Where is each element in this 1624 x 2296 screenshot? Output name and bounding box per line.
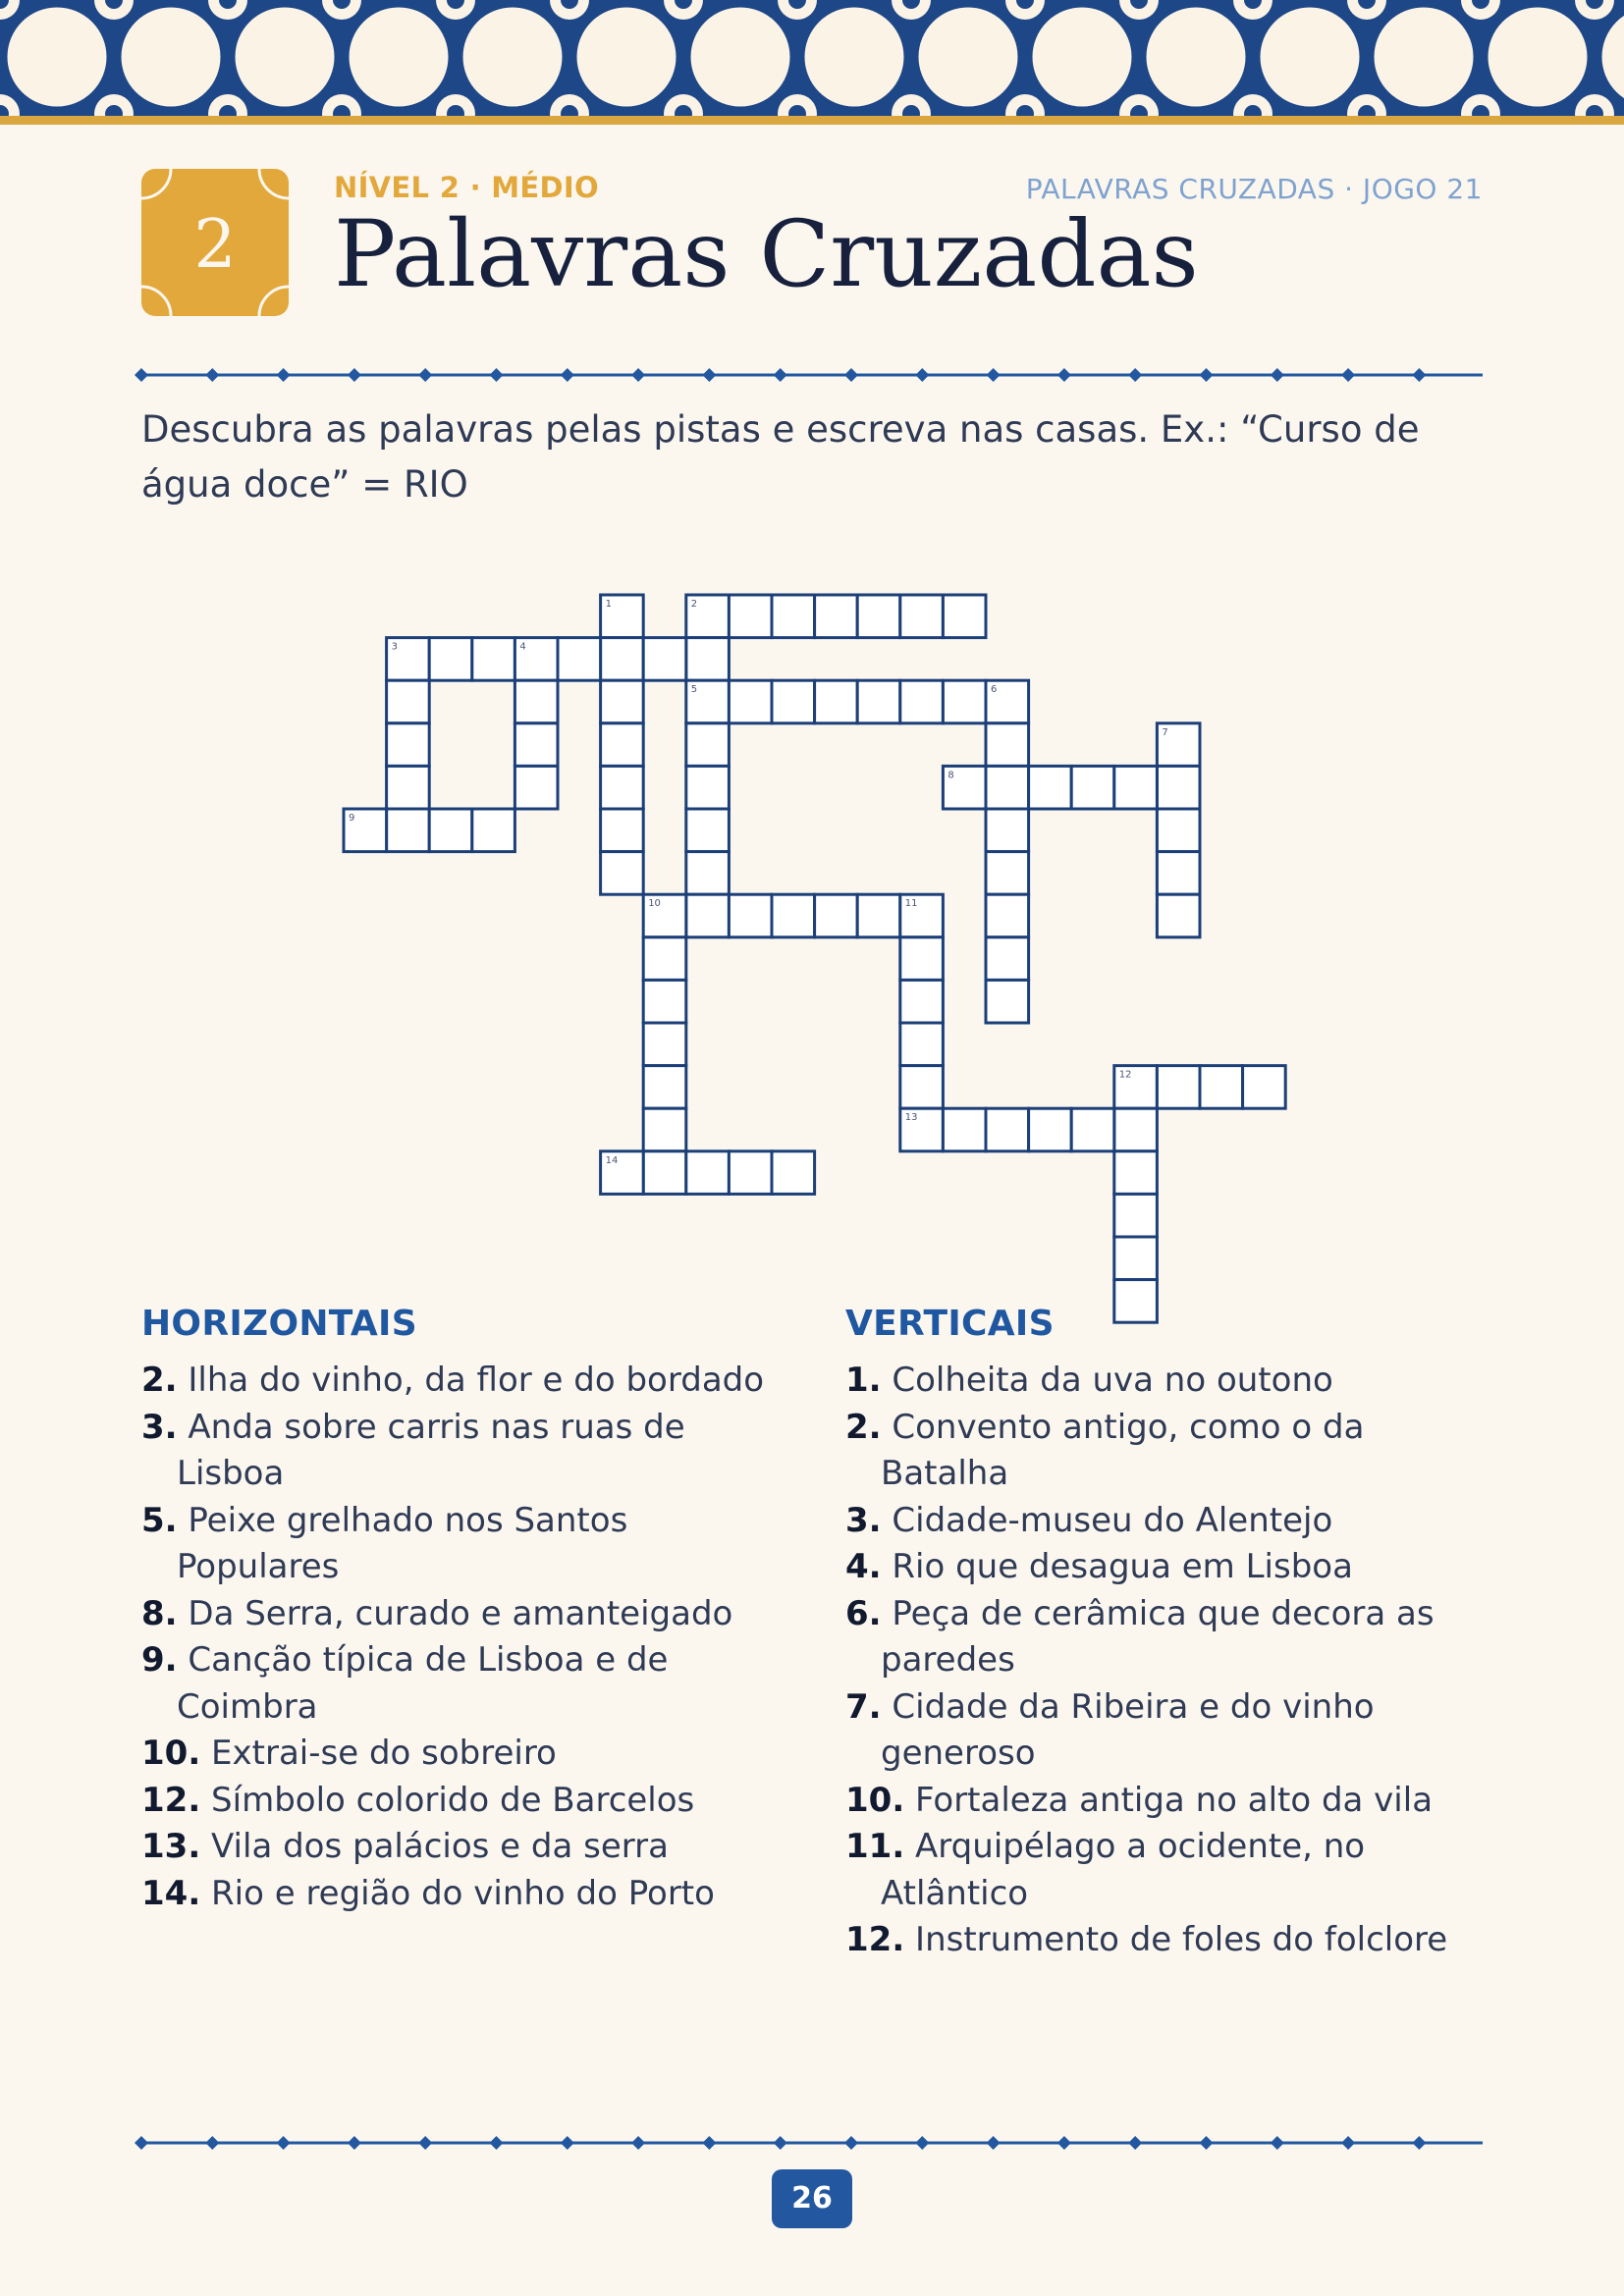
- clue-number: 5: [690, 684, 698, 696]
- clue-num: 11.: [845, 1827, 905, 1866]
- across-clue: [141, 1358, 780, 1405]
- clue-text: Cidade-museu do Alentejo: [881, 1500, 1333, 1540]
- clue-num: 2.: [141, 1361, 178, 1400]
- crossword-cell[interactable]: [772, 680, 815, 723]
- down-clue: [845, 1358, 1484, 1405]
- crossword-cell[interactable]: [429, 809, 472, 852]
- crossword-cell[interactable]: [1114, 1151, 1158, 1195]
- crossword-cell[interactable]: [643, 1108, 686, 1151]
- crossword-cell[interactable]: [387, 680, 430, 723]
- divider-diamond: [844, 368, 858, 382]
- crossword-cell[interactable]: [900, 1023, 944, 1066]
- across-clue: [141, 1637, 780, 1731]
- page-number: 26: [772, 2169, 852, 2228]
- crossword-cell[interactable]: [900, 680, 944, 723]
- clue-num: 1.: [845, 1361, 882, 1400]
- bottom-divider: [134, 2133, 1490, 2153]
- clue-text: Anda sobre carris nas ruas de Lisboa: [177, 1407, 685, 1493]
- crossword-cell[interactable]: [729, 1151, 772, 1195]
- series-label: PALAVRAS CRUZADAS · JOGO 21: [1025, 173, 1483, 205]
- divider-diamond: [348, 368, 361, 382]
- crossword-cell[interactable]: [643, 894, 686, 937]
- crossword-cell[interactable]: [900, 1066, 944, 1109]
- divider-diamond: [702, 368, 716, 382]
- crossword-cell[interactable]: [986, 980, 1029, 1023]
- divider-diamond: [561, 2136, 574, 2150]
- clue-text: Peixe grelhado nos Santos Populares: [177, 1500, 628, 1586]
- crossword-cell[interactable]: [943, 766, 986, 809]
- clue-text: Extrai-se do sobreiro: [200, 1734, 557, 1773]
- clue-text: Convento antigo, como o da Batalha: [881, 1407, 1365, 1493]
- clue-num: 2.: [845, 1407, 882, 1447]
- divider-diamond: [702, 2136, 716, 2150]
- crossword-cell[interactable]: [900, 595, 944, 638]
- crossword-cell[interactable]: [601, 766, 644, 809]
- clue-number: 7: [1162, 726, 1168, 738]
- crossword-cell[interactable]: [815, 595, 858, 638]
- crossword-cell[interactable]: [387, 766, 430, 809]
- crossword-cell[interactable]: [1114, 1237, 1158, 1280]
- crossword-cell[interactable]: [815, 894, 858, 937]
- level-label: NÍVEL 2 · MÉDIO: [334, 171, 599, 204]
- crossword-cell[interactable]: [601, 595, 644, 638]
- divider-diamond: [205, 2136, 219, 2150]
- divider-diamond: [1271, 368, 1284, 382]
- crossword-cell[interactable]: [729, 894, 772, 937]
- crossword-cell[interactable]: [1157, 766, 1200, 809]
- down-clue: [845, 1917, 1484, 1964]
- divider-diamond: [205, 368, 219, 382]
- crossword-cell[interactable]: [686, 894, 730, 937]
- divider-diamond: [135, 368, 148, 382]
- across-heading: HORIZONTAIS: [141, 1304, 417, 1344]
- clue-text: Ilha do vinho, da flor e do bordado: [177, 1361, 765, 1400]
- divider-diamond: [631, 368, 645, 382]
- crossword-cell[interactable]: [729, 595, 772, 638]
- divider-diamond: [1341, 368, 1355, 382]
- across-clue: [141, 1871, 780, 1918]
- crossword-cell[interactable]: [686, 766, 730, 809]
- clue-text: Arquipélago a ocidente, no Atlântico: [881, 1827, 1366, 1913]
- divider-diamond: [631, 2136, 645, 2150]
- top-divider: [134, 365, 1490, 385]
- crossword-cell[interactable]: [472, 638, 515, 681]
- divider-diamond: [490, 368, 504, 382]
- clue-text: Cidade da Ribeira e do vinho generoso: [881, 1686, 1375, 1773]
- clue-num: 7.: [845, 1686, 882, 1727]
- divider-diamond: [1200, 2136, 1214, 2150]
- divider-diamond: [1412, 368, 1426, 382]
- crossword-cell[interactable]: [815, 680, 858, 723]
- crossword-cell[interactable]: [986, 894, 1029, 937]
- clue-num: 3.: [845, 1500, 882, 1540]
- down-clue: [845, 1591, 1484, 1684]
- across-clue: [141, 1731, 780, 1778]
- divider-diamond: [1128, 368, 1142, 382]
- divider-diamond: [987, 2136, 1001, 2150]
- crossword-cell[interactable]: [643, 638, 686, 681]
- clue-number: 2: [690, 599, 698, 610]
- clue-number: 13: [904, 1112, 918, 1124]
- crossword-cell[interactable]: [514, 638, 558, 681]
- clue-number: 14: [605, 1154, 619, 1166]
- divider-diamond: [561, 368, 574, 382]
- clue-text: Rio que desagua em Lisboa: [881, 1547, 1353, 1586]
- crossword-cell[interactable]: [1157, 852, 1200, 895]
- page-title: Palavras Cruzadas: [334, 201, 1199, 308]
- clue-text: Da Serra, curado e amanteigado: [177, 1593, 733, 1633]
- crossword-cell[interactable]: [1243, 1066, 1286, 1109]
- divider-diamond: [915, 368, 929, 382]
- crossword-cell[interactable]: [1157, 809, 1200, 852]
- crossword-cell[interactable]: [986, 766, 1029, 809]
- crossword-cell[interactable]: [729, 680, 772, 723]
- down-clue: [845, 1405, 1484, 1498]
- divider-diamond: [1271, 2136, 1284, 2150]
- clue-text: Instrumento de foles do folclore: [904, 1920, 1448, 1959]
- crossword-cell[interactable]: [601, 723, 644, 767]
- clue-text: Vila dos palácios e da serra: [200, 1827, 669, 1866]
- clue-num: 6.: [845, 1593, 882, 1633]
- down-clue: [845, 1544, 1484, 1591]
- crossword-cell[interactable]: [558, 638, 601, 681]
- divider-diamond: [1341, 2136, 1355, 2150]
- crossword-cell[interactable]: [1029, 1108, 1072, 1151]
- crossword-cell[interactable]: [1071, 1108, 1114, 1151]
- clue-number: 11: [904, 898, 918, 910]
- crossword-cell[interactable]: [943, 1108, 986, 1151]
- crossword-cell[interactable]: [643, 1151, 686, 1195]
- clue-num: 10.: [141, 1734, 201, 1773]
- divider-diamond: [915, 2136, 929, 2150]
- clue-number: 1: [605, 599, 612, 610]
- crossword-cell[interactable]: [772, 595, 815, 638]
- clue-text: Símbolo colorido de Barcelos: [200, 1780, 695, 1820]
- crossword-cell[interactable]: [686, 809, 730, 852]
- clue-num: 12.: [845, 1920, 905, 1959]
- divider-diamond: [1057, 2136, 1071, 2150]
- clue-text: Colheita da uva no outono: [881, 1361, 1333, 1400]
- crossword-cell[interactable]: [772, 1151, 815, 1195]
- crossword-cell[interactable]: [1114, 766, 1158, 809]
- divider-diamond: [277, 2136, 291, 2150]
- crossword-cell[interactable]: [643, 1066, 686, 1109]
- crossword-cell[interactable]: [686, 723, 730, 767]
- crossword-cell[interactable]: [986, 1108, 1029, 1151]
- crossword-cell[interactable]: [900, 937, 944, 981]
- down-heading: VERTICAIS: [845, 1304, 1055, 1344]
- crossword-cell[interactable]: [387, 638, 430, 681]
- down-clue: [845, 1684, 1484, 1778]
- clue-number: 9: [349, 813, 355, 824]
- clue-text: Fortaleza antiga no alto da vila: [904, 1780, 1434, 1820]
- clue-number: 10: [648, 898, 661, 910]
- down-clue: [845, 1824, 1484, 1917]
- crossword-cell[interactable]: [514, 723, 558, 767]
- crossword-cell[interactable]: [1114, 1066, 1158, 1109]
- across-clue: [141, 1591, 780, 1638]
- instructions: Descubra as palavras pelas pistas e escreva nas casas. Ex.: “Curso de água doce” = RIO: [141, 408, 1420, 506]
- level-badge: [141, 169, 289, 316]
- divider-diamond: [348, 2136, 361, 2150]
- crossword-cell[interactable]: [1157, 1066, 1200, 1109]
- clue-number: 12: [1118, 1069, 1132, 1081]
- across-clue: [141, 1778, 780, 1825]
- crossword-cell[interactable]: [686, 680, 730, 723]
- divider-diamond: [277, 368, 291, 382]
- crossword-cell[interactable]: [986, 937, 1029, 981]
- divider-diamond: [774, 368, 787, 382]
- clue-text: Peça de cerâmica que decora as paredes: [881, 1593, 1435, 1680]
- divider-diamond: [987, 368, 1001, 382]
- clue-num: 14.: [141, 1873, 201, 1913]
- crossword-cell[interactable]: [344, 809, 387, 852]
- crossword-cell[interactable]: [643, 937, 686, 981]
- crossword-cell[interactable]: [986, 852, 1029, 895]
- crossword-cell[interactable]: [643, 1023, 686, 1066]
- crossword-cell[interactable]: [900, 1108, 944, 1151]
- crossword-cell[interactable]: [387, 723, 430, 767]
- down-clues: [845, 1304, 1484, 1964]
- across-clues: [141, 1304, 780, 1917]
- crossword-cell[interactable]: [943, 680, 986, 723]
- clue-number: 6: [991, 684, 998, 696]
- crossword-cell[interactable]: [857, 595, 900, 638]
- clue-number: 8: [947, 770, 954, 781]
- crossword-cell[interactable]: [772, 894, 815, 937]
- crossword-cell[interactable]: [686, 638, 730, 681]
- clue-num: 10.: [845, 1780, 905, 1820]
- level-number: 2: [193, 206, 237, 284]
- crossword-cell[interactable]: [1071, 766, 1114, 809]
- across-clue: [141, 1405, 780, 1498]
- clue-text: Rio e região do vinho do Porto: [200, 1873, 715, 1913]
- crossword-cell[interactable]: [1200, 1066, 1243, 1109]
- clue-num: 13.: [141, 1827, 201, 1866]
- down-clue: [845, 1498, 1484, 1545]
- azulejo-tile-border: [0, 0, 1624, 128]
- clue-number: 4: [519, 641, 526, 653]
- clue-num: 9.: [141, 1640, 178, 1680]
- divider-diamond: [1412, 2136, 1426, 2150]
- crossword-cell[interactable]: [686, 852, 730, 895]
- crossword-cell[interactable]: [1157, 723, 1200, 767]
- crossword-cell[interactable]: [986, 809, 1029, 852]
- crossword-cell[interactable]: [986, 680, 1029, 723]
- crossword-cell[interactable]: [1029, 766, 1072, 809]
- crossword-cell[interactable]: [514, 766, 558, 809]
- crossword-cell[interactable]: [601, 809, 644, 852]
- crossword-cell[interactable]: [601, 852, 644, 895]
- crossword-cell[interactable]: [514, 680, 558, 723]
- crossword-cell[interactable]: [472, 809, 515, 852]
- divider-diamond: [490, 2136, 504, 2150]
- divider-diamond: [844, 2136, 858, 2150]
- clue-num: 8.: [141, 1593, 178, 1633]
- crossword-cell[interactable]: [686, 595, 730, 638]
- crossword-cell[interactable]: [1114, 1108, 1158, 1151]
- clue-num: 12.: [141, 1780, 201, 1820]
- crossword-cell[interactable]: [686, 1151, 730, 1195]
- crossword-cell[interactable]: [601, 680, 644, 723]
- divider-diamond: [418, 368, 432, 382]
- divider-diamond: [1128, 2136, 1142, 2150]
- crossword-cell[interactable]: [943, 595, 986, 638]
- crossword-cell[interactable]: [643, 980, 686, 1023]
- down-clue: [845, 1778, 1484, 1825]
- divider-diamond: [135, 2136, 148, 2150]
- crossword-cell[interactable]: [1114, 1194, 1158, 1237]
- across-clue: [141, 1498, 780, 1591]
- crossword-cell[interactable]: [387, 809, 430, 852]
- crossword-cell[interactable]: [601, 1151, 644, 1195]
- clue-number: 3: [391, 641, 398, 653]
- crossword-cell[interactable]: [429, 638, 472, 681]
- divider-diamond: [1200, 368, 1214, 382]
- clue-num: 5.: [141, 1500, 178, 1540]
- clue-num: 3.: [141, 1407, 178, 1447]
- crossword-cell[interactable]: [857, 680, 900, 723]
- clue-text: Canção típica de Lisboa e de Coimbra: [177, 1640, 669, 1727]
- clue-num: 4.: [845, 1547, 882, 1586]
- crossword-cell[interactable]: [1157, 894, 1200, 937]
- divider-diamond: [418, 2136, 432, 2150]
- divider-diamond: [774, 2136, 787, 2150]
- crossword-cell[interactable]: [857, 894, 900, 937]
- crossword-cell[interactable]: [601, 638, 644, 681]
- crossword-cell[interactable]: [900, 894, 944, 937]
- across-clue: [141, 1824, 780, 1871]
- crossword-cell[interactable]: [986, 723, 1029, 767]
- divider-diamond: [1057, 368, 1071, 382]
- crossword-cell[interactable]: [900, 980, 944, 1023]
